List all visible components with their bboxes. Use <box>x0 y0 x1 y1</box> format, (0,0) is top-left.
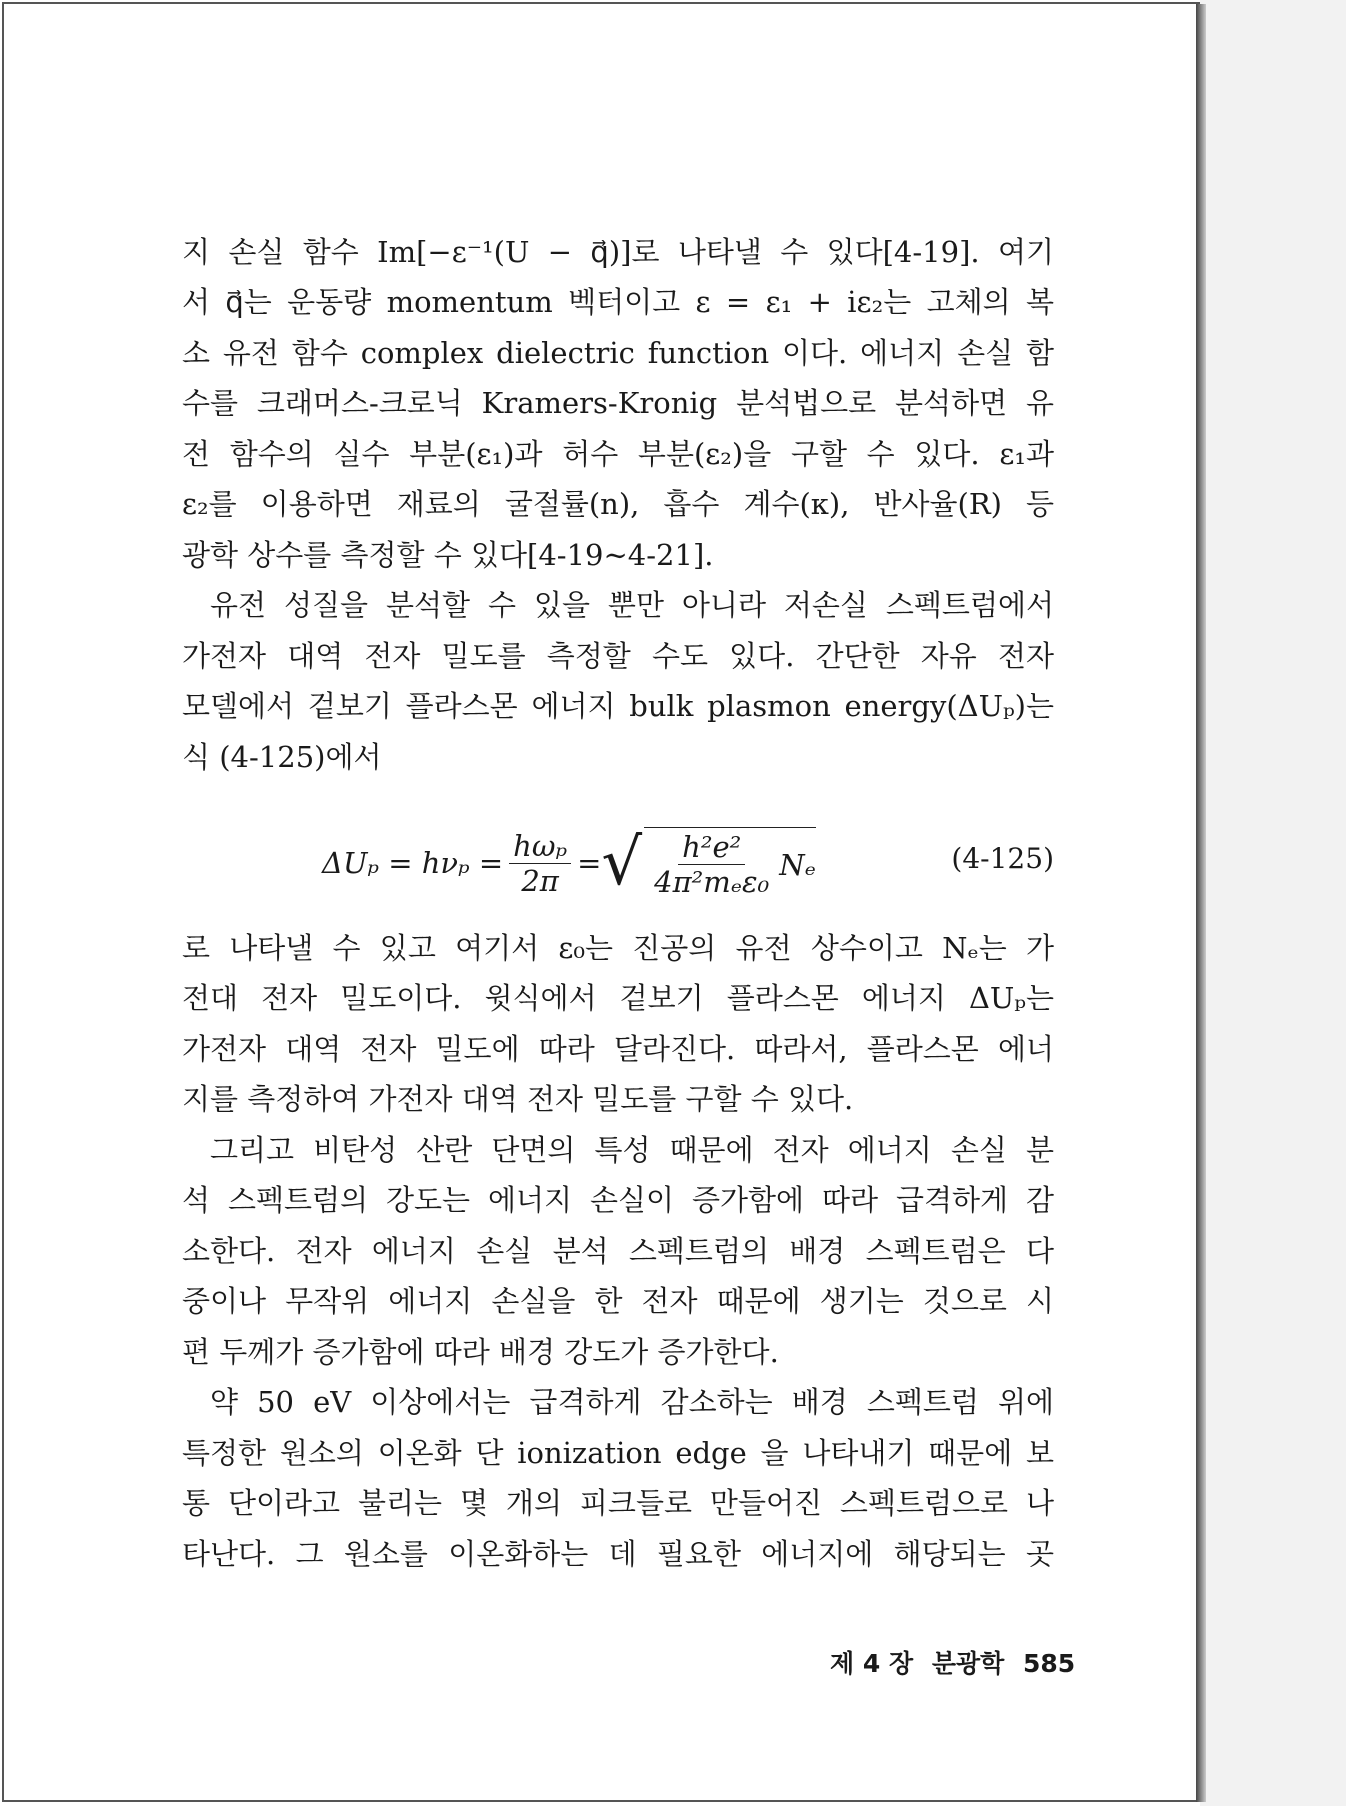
text-line: 타난다. 그 원소를 이온화하는 데 필요한 에너지에 해당되는 곳 <box>182 1537 1054 1571</box>
text-line: 그리고 비탄성 산란 단면의 특성 때문에 전자 에너지 손실 분 <box>210 1133 1054 1167</box>
radicand <box>644 827 816 899</box>
text-line: 서 q⃗는 운동량 momentum 벡터이고 ε = ε₁ + iε₂는 고체의 복 <box>182 285 1054 319</box>
text-line: 약 50 eV 이상에서는 급격하게 감소하는 배경 스펙트럼 위에 <box>210 1385 1054 1419</box>
text-line: 편 두께가 증가함에 따라 배경 강도가 증가한다. <box>182 1335 779 1369</box>
running-footer <box>820 1644 1075 1680</box>
text-line: 석 스펙트럼의 강도는 에너지 손실이 증가함에 따라 급격하게 감 <box>182 1183 1054 1217</box>
page-number: 585 <box>1023 1649 1076 1678</box>
fraction-denominator: 4π²mₑε₀ <box>654 865 770 899</box>
equals-sign: = <box>577 846 602 880</box>
text-line: 수를 크래머스-크로닉 Kramers-Kronig 분석법으로 분석하면 유 <box>182 386 1054 420</box>
fraction-numerator: hωₚ <box>509 829 571 864</box>
text-line: 식 (4-125)에서 <box>182 740 382 774</box>
equation-body <box>322 818 816 908</box>
text-line: 소 유전 함수 complex dielectric function 이다. 에너지 손실 함 <box>182 336 1054 370</box>
text-line: 통 단이라고 불리는 몇 개의 피크들로 만들어진 스펙트럼으로 나 <box>182 1486 1054 1520</box>
page-spine <box>1196 4 1206 1802</box>
section-label: 분광학 <box>931 1649 1005 1678</box>
text-line: 중이나 무작위 에너지 손실을 한 전자 때문에 생기는 것으로 시 <box>182 1284 1054 1318</box>
text-line: 전대 전자 밀도이다. 윗식에서 겉보기 플라스몬 에너지 ΔUₚ는 <box>182 981 1054 1015</box>
fraction-omega <box>509 829 571 898</box>
background-margin <box>1200 0 1346 1806</box>
text-line: 가전자 대역 전자 밀도에 따라 달라진다. 따라서, 플라스몬 에너 <box>182 1032 1054 1066</box>
text-line: 지를 측정하여 가전자 대역 전자 밀도를 구할 수 있다. <box>182 1082 854 1116</box>
fraction-denominator: 2π <box>521 863 559 898</box>
equation-lhs: ΔUₚ = hνₚ = <box>322 846 504 880</box>
text-line: 전 함수의 실수 부분(ε₁)과 허수 부분(ε₂)을 구할 수 있다. ε₁과 <box>182 437 1054 471</box>
text-line: 소한다. 전자 에너지 손실 분석 스펙트럼의 배경 스펙트럼은 다 <box>182 1234 1054 1268</box>
text-line: 특정한 원소의 이온화 단 ionization edge 을 나타내기 때문에 보 <box>182 1436 1054 1470</box>
fraction-numerator: h²e² <box>678 830 745 865</box>
radical-icon: √ <box>601 826 643 900</box>
equation-4-125 <box>182 818 1054 908</box>
chapter-label: 제 4 장 <box>830 1649 914 1678</box>
text-line: 모델에서 겉보기 플라스몬 에너지 bulk plasmon energy(ΔUₚ)는 <box>182 689 1054 723</box>
text-line: 지 손실 함수 Im[−ε⁻¹(U − q⃗)]로 나타낼 수 있다[4-19]. 여기 <box>182 235 1054 269</box>
text-line: ε₂를 이용하면 재료의 굴절률(n), 흡수 계수(κ), 반사율(R) 등 <box>182 487 1054 521</box>
fraction-plasma <box>650 830 773 899</box>
square-root <box>601 827 815 899</box>
density-factor: Nₑ <box>779 847 816 882</box>
equation-number: (4-125) <box>951 842 1054 875</box>
text-line: 가전자 대역 전자 밀도를 측정할 수도 있다. 간단한 자유 전자 <box>182 639 1054 673</box>
text-line: 로 나타낼 수 있고 여기서 ε₀는 진공의 유전 상수이고 Nₑ는 가 <box>182 931 1054 965</box>
text-line: 광학 상수를 측정할 수 있다[4-19∼4-21]. <box>182 538 714 572</box>
text-line: 유전 성질을 분석할 수 있을 뿐만 아니라 저손실 스펙트럼에서 <box>210 588 1054 622</box>
